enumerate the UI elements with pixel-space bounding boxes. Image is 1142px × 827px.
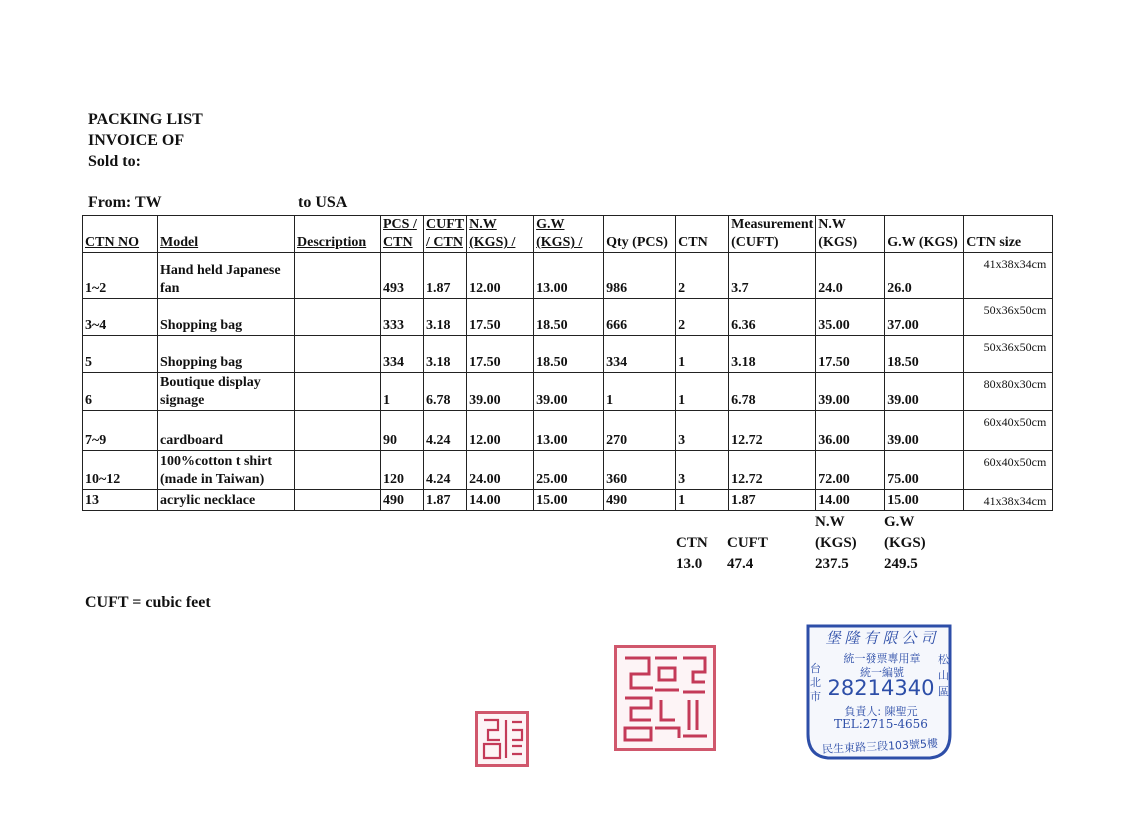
cell-model <box>158 490 295 511</box>
cell-meas: 6.36 <box>729 299 816 336</box>
cell-size: 41x38x34cm <box>964 490 1053 511</box>
cell-ctn: 2 <box>676 253 729 299</box>
model-line: (made in Taiwan) <box>160 472 265 487</box>
cell-desc <box>295 411 381 451</box>
cell-cuft-ctn: 4.24 <box>424 451 467 490</box>
from-label: From: TW <box>88 194 162 211</box>
cell-size: 80x80x30cm <box>964 373 1053 411</box>
cell-gw: 15.00 <box>534 490 604 511</box>
totals-gw-value: 249.5 <box>884 556 918 572</box>
cell-nw-total: 35.00 <box>816 299 885 336</box>
cell-gw-total: 39.00 <box>885 373 964 411</box>
stamp-tax-id: 28214340 <box>827 676 935 700</box>
cell-pcs-ctn: 120 <box>381 451 424 490</box>
cell-size: 50x36x50cm <box>964 336 1053 373</box>
col-qty: Qty (PCS) <box>604 216 676 253</box>
cell-desc <box>295 373 381 411</box>
document-title <box>88 109 203 172</box>
model-line: acrylic necklace <box>160 493 256 508</box>
cell-size: 60x40x50cm <box>964 451 1053 490</box>
cell-nw: 17.50 <box>467 336 534 373</box>
col-gw: G.W (KGS) / <box>534 216 604 253</box>
cell-ctn: 3 <box>676 411 729 451</box>
table-row <box>83 411 1053 451</box>
cell-ctn-no: 3~4 <box>83 299 158 336</box>
cell-nw-total: 36.00 <box>816 411 885 451</box>
col-nw-total: N.W (KGS) <box>816 216 885 253</box>
stamp-tel: TEL:2715-4656 <box>834 717 928 731</box>
cell-size: 60x40x50cm <box>964 411 1053 451</box>
cell-gw: 25.00 <box>534 451 604 490</box>
totals-ctn-label: CTN <box>676 535 708 551</box>
large-red-seal <box>614 645 716 751</box>
cell-ctn-no: 10~12 <box>83 451 158 490</box>
stamp-side-right: 松山區 <box>938 653 949 698</box>
model-line: Hand held Japanese <box>160 263 281 278</box>
cell-qty: 334 <box>604 336 676 373</box>
cell-nw-total: 17.50 <box>816 336 885 373</box>
cell-nw: 12.00 <box>467 253 534 299</box>
cell-ctn: 1 <box>676 490 729 511</box>
col-pcs-ctn: PCS / CTN <box>381 216 424 253</box>
model-line: fan <box>160 281 180 296</box>
col-model: Model <box>158 216 295 253</box>
small-red-seal <box>475 711 529 767</box>
table-row <box>83 490 1053 511</box>
stamp-owner: 負責人: 陳聖元 <box>844 705 918 718</box>
cell-ctn-no: 6 <box>83 373 158 411</box>
table-row <box>83 299 1053 336</box>
col-ctn-size: CTN size <box>964 216 1053 253</box>
model-line: cardboard <box>160 433 223 448</box>
title-packing-list: PACKING LIST <box>88 111 203 128</box>
cell-desc <box>295 253 381 299</box>
table-row <box>83 373 1053 411</box>
cell-nw: 17.50 <box>467 299 534 336</box>
cuft-footnote: CUFT = cubic feet <box>85 594 211 611</box>
stamp-address: 民生東路三段103號5樓 <box>821 736 939 757</box>
cell-desc <box>295 451 381 490</box>
cell-model <box>158 451 295 490</box>
model-line: Shopping bag <box>160 318 243 333</box>
cell-cuft-ctn: 4.24 <box>424 411 467 451</box>
cell-meas: 12.72 <box>729 411 816 451</box>
cell-ctn-no: 7~9 <box>83 411 158 451</box>
col-nw: N.W (KGS) / <box>467 216 534 253</box>
cell-gw-total: 26.0 <box>885 253 964 299</box>
table-header-row <box>83 216 1053 253</box>
cell-gw: 18.50 <box>534 299 604 336</box>
cell-meas: 6.78 <box>729 373 816 411</box>
cell-size: 50x36x50cm <box>964 299 1053 336</box>
cell-nw-total: 14.00 <box>816 490 885 511</box>
cell-cuft-ctn: 1.87 <box>424 253 467 299</box>
cell-qty: 270 <box>604 411 676 451</box>
cell-ctn-no: 1~2 <box>83 253 158 299</box>
cell-nw: 12.00 <box>467 411 534 451</box>
cell-model <box>158 411 295 451</box>
cell-pcs-ctn: 490 <box>381 490 424 511</box>
cell-cuft-ctn: 3.18 <box>424 299 467 336</box>
cell-pcs-ctn: 90 <box>381 411 424 451</box>
cell-nw: 14.00 <box>467 490 534 511</box>
totals-nw-label: N.W (KGS) <box>815 514 857 551</box>
packing-table <box>82 215 1053 511</box>
cell-ctn: 2 <box>676 299 729 336</box>
col-cuft-ctn: CUFT / CTN <box>424 216 467 253</box>
cell-model <box>158 253 295 299</box>
cell-model <box>158 336 295 373</box>
cell-qty: 1 <box>604 373 676 411</box>
cell-ctn-no: 13 <box>83 490 158 511</box>
cell-meas: 3.7 <box>729 253 816 299</box>
cell-desc <box>295 336 381 373</box>
col-description: Description <box>295 216 381 253</box>
table-row <box>83 253 1053 299</box>
cell-gw-total: 37.00 <box>885 299 964 336</box>
cell-pcs-ctn: 333 <box>381 299 424 336</box>
cell-qty: 666 <box>604 299 676 336</box>
cell-gw: 39.00 <box>534 373 604 411</box>
to-label: to USA <box>298 194 348 211</box>
cell-cuft-ctn: 6.78 <box>424 373 467 411</box>
cell-gw: 18.50 <box>534 336 604 373</box>
stamp-line-b: 統一編號 <box>860 666 904 679</box>
cell-qty: 360 <box>604 451 676 490</box>
model-line: signage <box>160 393 205 408</box>
cell-size: 41x38x34cm <box>964 253 1053 299</box>
cell-gw: 13.00 <box>534 411 604 451</box>
cell-ctn: 1 <box>676 373 729 411</box>
stamp-line-a: 統一發票專用章 <box>843 652 921 665</box>
col-measurement: Measurement (CUFT) <box>729 216 816 253</box>
cell-cuft-ctn: 1.87 <box>424 490 467 511</box>
cell-desc <box>295 490 381 511</box>
cell-qty: 490 <box>604 490 676 511</box>
col-gw-total: G.W (KGS) <box>885 216 964 253</box>
cell-model <box>158 299 295 336</box>
model-line: 100%cotton t shirt <box>160 454 272 469</box>
model-line: Boutique display <box>160 375 261 390</box>
sold-to-label: Sold to: <box>88 153 141 170</box>
cell-nw-total: 24.0 <box>816 253 885 299</box>
cell-pcs-ctn: 334 <box>381 336 424 373</box>
title-invoice-of: INVOICE OF <box>88 132 185 149</box>
col-ctn: CTN <box>676 216 729 253</box>
cell-meas: 1.87 <box>729 490 816 511</box>
cell-nw-total: 72.00 <box>816 451 885 490</box>
cell-desc <box>295 299 381 336</box>
cell-ctn: 1 <box>676 336 729 373</box>
totals-cuft-value: 47.4 <box>727 556 754 572</box>
totals-nw-value: 237.5 <box>815 556 849 572</box>
cell-nw-total: 39.00 <box>816 373 885 411</box>
cell-model <box>158 373 295 411</box>
cell-gw-total: 15.00 <box>885 490 964 511</box>
cell-gw: 13.00 <box>534 253 604 299</box>
cell-cuft-ctn: 3.18 <box>424 336 467 373</box>
cell-meas: 12.72 <box>729 451 816 490</box>
cell-ctn-no: 5 <box>83 336 158 373</box>
cell-ctn: 3 <box>676 451 729 490</box>
company-invoice-stamp <box>802 620 956 762</box>
totals-ctn-value: 13.0 <box>676 556 703 572</box>
cell-gw-total: 75.00 <box>885 451 964 490</box>
stamp-company-name: 堡隆有限公司 <box>825 629 940 647</box>
cell-nw: 24.00 <box>467 451 534 490</box>
totals-cuft-label: CUFT <box>727 535 768 551</box>
stamp-side-left: 台北市 <box>810 662 821 703</box>
model-line: Shopping bag <box>160 355 243 370</box>
cell-qty: 986 <box>604 253 676 299</box>
cell-nw: 39.00 <box>467 373 534 411</box>
small-seal-pattern-icon <box>478 714 526 764</box>
cell-pcs-ctn: 493 <box>381 253 424 299</box>
table-row <box>83 336 1053 373</box>
table-row <box>83 451 1053 490</box>
cell-gw-total: 18.50 <box>885 336 964 373</box>
col-ctn-no: CTN NO <box>83 216 158 253</box>
large-seal-pattern-icon <box>617 648 713 748</box>
cell-gw-total: 39.00 <box>885 411 964 451</box>
totals-gw-label: G.W (KGS) <box>884 514 926 551</box>
cell-meas: 3.18 <box>729 336 816 373</box>
cell-pcs-ctn: 1 <box>381 373 424 411</box>
